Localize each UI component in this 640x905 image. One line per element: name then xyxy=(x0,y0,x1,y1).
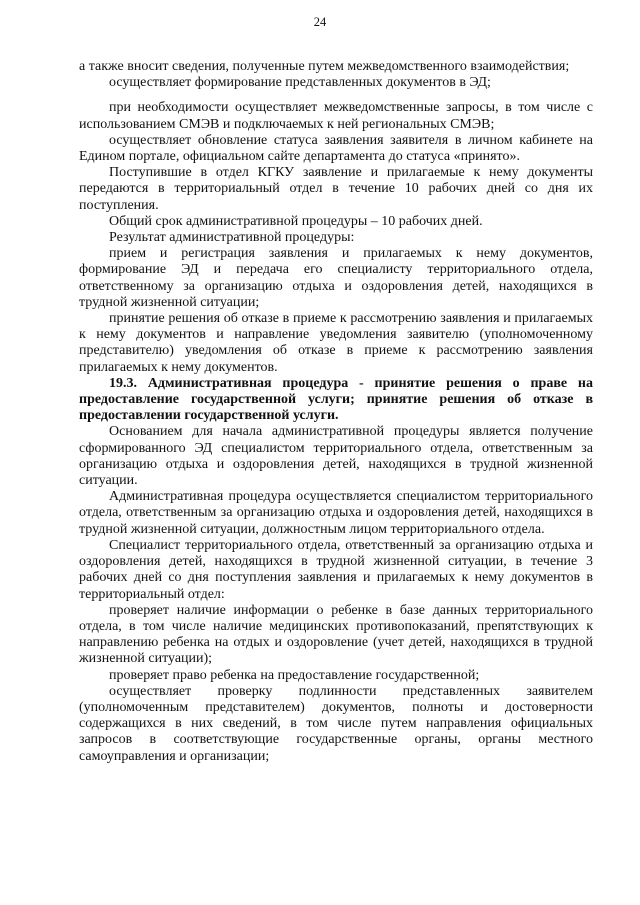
paragraph: осуществляет проверку подлинности представленных заявителем (уполномоченным представителем) документов, полноты и достоверности содержащихся в них сведений, в том числе путем направления официальных запросов в соответствующие государственные органы, органы местного самоуправления и организации; xyxy=(79,683,593,764)
paragraph: осуществляет формирование представленных документов в ЭД; xyxy=(109,75,491,91)
paragraph: Результат административной процедуры: xyxy=(109,230,355,246)
paragraph: а также вносит сведения, полученные путем межведомственного взаимодействия; xyxy=(79,59,570,74)
page-number: 24 xyxy=(313,15,327,29)
paragraph: Поступившие в отдел КГКУ заявление и прилагаемые к нему документы передаются в территориальный отдел в течение 10 рабочих дней со дня их поступления. xyxy=(79,165,593,213)
paragraph: прием и регистрация заявления и прилагаемых к нему документов, формирование ЭД и передача его специалисту территориального отдела, ответственному за организацию отдыха и оздоровления детей, находящихся в трудной жизненной ситуации; xyxy=(79,246,593,310)
paragraph: проверяет наличие информации о ребенке в базе данных территориального отдела, в том числе наличие медицинских противопоказаний, препятствующих к направлению ребенка на отдых и оздоровление (учет детей, находящихся в трудной жизненной ситуации); xyxy=(79,602,593,667)
section-heading: 19.3. Административная процедура - принятие решения о праве на предоставление государственной услуги; принятие решения об отказе в предоставлении государственной услуги. xyxy=(79,375,593,424)
paragraph: Специалист территориального отдела, ответственный за организацию отдыха и оздоровления детей, находящихся в трудной жизненной ситуации, в течение 3 рабочих дней со дня поступления заявления и прилагаемых к нему документов в территориальный отдел: xyxy=(79,537,593,602)
paragraph: проверяет право ребенка на предоставление государственной; xyxy=(109,667,480,683)
paragraph: Основанием для начала административной процедуры является получение сформированного ЭД специалистом территориального отдела, ответственным за организацию отдыха и оздоровления детей, находящихся в трудной жизненной ситуации. xyxy=(79,424,593,489)
paragraph: принятие решения об отказе в приеме к рассмотрению заявления и прилагаемых к нему документов и направление уведомления заявителю (уполномоченному представителю) уведомления об отказе в приеме к рассмотрению заявления прилагаемых к нему документов. xyxy=(79,311,593,375)
paragraph: осуществляет обновление статуса заявления заявителя в личном кабинете на Едином портале, официальном сайте департамента до статуса «принято». xyxy=(79,132,593,165)
paragraph: Административная процедура осуществляется специалистом территориального отдела, ответственным за организацию отдыха и оздоровления детей, находящихся в трудной жизненной ситуации, должностным лицом территориального отдела. xyxy=(79,489,593,537)
document-body xyxy=(79,59,593,765)
paragraph: при необходимости осуществляет межведомственные запросы, в том числе с использованием СМЭВ и подключаемых к ней региональных СМЭВ; xyxy=(79,100,593,132)
paragraph: Общий срок административной процедуры – 10 рабочих дней. xyxy=(109,213,483,229)
